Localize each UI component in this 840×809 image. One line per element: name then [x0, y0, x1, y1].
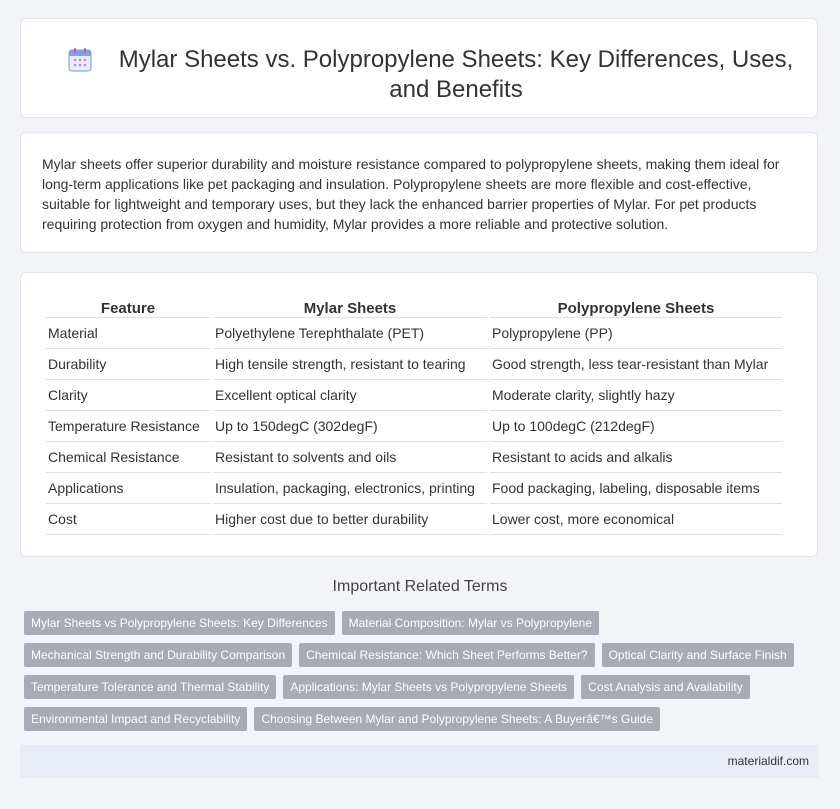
polypropylene-cell: Good strength, less tear-resistant than Mylar: [490, 349, 782, 380]
related-term-tag[interactable]: Material Composition: Mylar vs Polypropylene: [342, 611, 599, 635]
table-row: [46, 318, 782, 349]
table-row: [46, 349, 782, 380]
related-term-tag[interactable]: Optical Clarity and Surface Finish: [602, 643, 794, 667]
related-term-tag[interactable]: Chemical Resistance: Which Sheet Performs Better?: [299, 643, 594, 667]
feature-cell: Temperature Resistance: [46, 411, 210, 442]
polypropylene-cell: Up to 100degC (212degF): [490, 411, 782, 442]
page-title: Mylar Sheets vs. Polypropylene Sheets: Key Differences, Uses, and Benefits: [118, 46, 794, 103]
related-terms-heading: Important Related Terms: [332, 578, 508, 595]
site-link[interactable]: materialdif.com: [727, 754, 809, 768]
table-row: [46, 504, 782, 535]
summary-card: [20, 132, 818, 253]
related-term-tag[interactable]: Choosing Between Mylar and Polypropylene Sheets: A Buyerâ€™s Guide: [254, 707, 660, 731]
feature-cell: Cost: [46, 504, 210, 535]
table-row: [46, 442, 782, 473]
table-row: [46, 411, 782, 442]
polypropylene-cell: Resistant to acids and alkalis: [490, 442, 782, 473]
table-row: [46, 380, 782, 411]
mylar-cell: High tensile strength, resistant to tearing: [213, 349, 487, 380]
feature-cell: Clarity: [46, 380, 210, 411]
column-header-polypropylene: Polypropylene Sheets: [490, 296, 782, 318]
table-row: [46, 473, 782, 504]
related-term-tag[interactable]: Cost Analysis and Availability: [581, 675, 750, 699]
comparison-table: [43, 296, 785, 535]
mylar-cell: Up to 150degC (302degF): [213, 411, 487, 442]
polypropylene-cell: Lower cost, more economical: [490, 504, 782, 535]
column-header-mylar: Mylar Sheets: [213, 296, 487, 318]
tag-row: [24, 643, 804, 667]
footer-bar: [20, 745, 819, 778]
related-term-tag[interactable]: Mechanical Strength and Durability Comparison: [24, 643, 292, 667]
header-card: [20, 18, 818, 118]
related-term-tag[interactable]: Applications: Mylar Sheets vs Polypropylene Sheets: [283, 675, 574, 699]
feature-cell: Material: [46, 318, 210, 349]
calendar-icon: [67, 47, 93, 73]
mylar-cell: Resistant to solvents and oils: [213, 442, 487, 473]
summary-paragraph: Mylar sheets offer superior durability and moisture resistance compared to polypropylene sheets, making them ideal for long-term applications like pet packaging and insulation. Polypropylene sheets are more flexible and cost-effective, suitable for lightweight and temporary uses, but they lack the enhanced barrier properties of Mylar. For pet products requiring protection from oxygen and humidity, Mylar provides a more reliable and protective solution.: [42, 156, 780, 232]
feature-cell: Chemical Resistance: [46, 442, 210, 473]
table-header-row: [46, 296, 782, 318]
tag-row: [24, 707, 804, 731]
related-term-tag[interactable]: Mylar Sheets vs Polypropylene Sheets: Key Differences: [24, 611, 335, 635]
tag-row: [24, 675, 804, 699]
mylar-cell: Excellent optical clarity: [213, 380, 487, 411]
comparison-table-card: [20, 272, 818, 557]
tag-row: [24, 611, 804, 635]
polypropylene-cell: Food packaging, labeling, disposable items: [490, 473, 782, 504]
related-term-tag[interactable]: Temperature Tolerance and Thermal Stability: [24, 675, 276, 699]
column-header-feature: Feature: [46, 296, 210, 318]
mylar-cell: Insulation, packaging, electronics, printing: [213, 473, 487, 504]
polypropylene-cell: Polypropylene (PP): [490, 318, 782, 349]
feature-cell: Durability: [46, 349, 210, 380]
mylar-cell: Higher cost due to better durability: [213, 504, 487, 535]
polypropylene-cell: Moderate clarity, slightly hazy: [490, 380, 782, 411]
related-terms-tags: [24, 611, 804, 739]
related-term-tag[interactable]: Environmental Impact and Recyclability: [24, 707, 247, 731]
feature-cell: Applications: [46, 473, 210, 504]
mylar-cell: Polyethylene Terephthalate (PET): [213, 318, 487, 349]
